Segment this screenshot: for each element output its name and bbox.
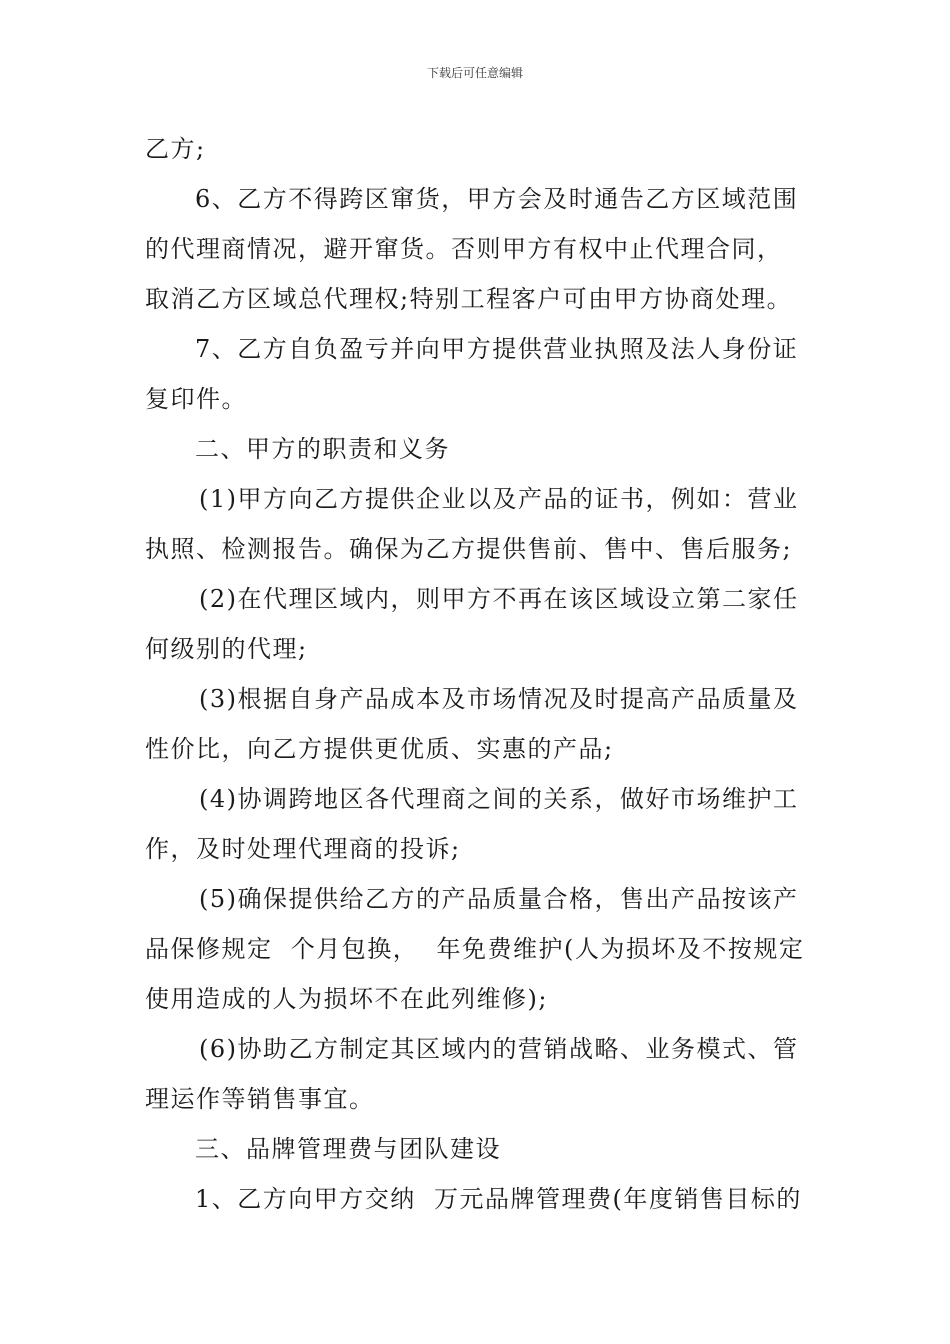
text-line: (4)协调跨地区各代理商之间的关系，做好市场维护工 [199, 785, 799, 813]
text-line: 三、品牌管理费与团队建设 [195, 1135, 501, 1163]
text-line: (6)协助乙方制定其区域内的营销战略、业务模式、管 [199, 1035, 799, 1063]
text-line: 执照、检测报告。确保为乙方提供售前、售中、售后服务; [145, 535, 793, 563]
text-line: 性价比，向乙方提供更优质、实惠的产品; [145, 735, 614, 763]
text-line: 1、乙方向甲方交纳 万元品牌管理费(年度销售目标的 [195, 1185, 802, 1213]
text-line: 二、甲方的职责和义务 [195, 435, 450, 463]
text-line: 6、乙方不得跨区窜货，甲方会及时通告乙方区域范围 [195, 185, 799, 213]
text-line: (3)根据自身产品成本及市场情况及时提高产品质量及 [199, 685, 799, 713]
text-line: 的代理商情况，避开窜货。否则甲方有权中止代理合同， [145, 235, 783, 263]
text-line: 何级别的代理; [145, 635, 308, 663]
text-line: 作，及时处理代理商的投诉; [145, 835, 461, 863]
text-line: (1)甲方向乙方提供企业以及产品的证书，例如：营业 [199, 485, 799, 513]
page-header: 下载后可任意编辑 [426, 66, 523, 80]
text-line: 使用造成的人为损坏不在此列维修); [145, 985, 548, 1013]
text-line: (5)确保提供给乙方的产品质量合格，售出产品按该产 [199, 885, 799, 913]
text-line: (2)在代理区域内，则甲方不再在该区域设立第二家任 [199, 585, 799, 613]
text-line: 乙方; [145, 135, 206, 163]
text-line: 取消乙方区域总代理权;特别工程客户可由甲方协商处理。 [145, 285, 793, 313]
text-line: 复印件。 [145, 385, 247, 413]
text-line: 品保修规定 个月包换， 年免费维护(人为损坏及不按规定 [145, 935, 805, 963]
document-body [145, 124, 807, 1224]
text-line: 7、乙方自负盈亏并向甲方提供营业执照及法人身份证 [195, 335, 799, 363]
text-line: 理运作等销售事宜。 [145, 1085, 375, 1113]
